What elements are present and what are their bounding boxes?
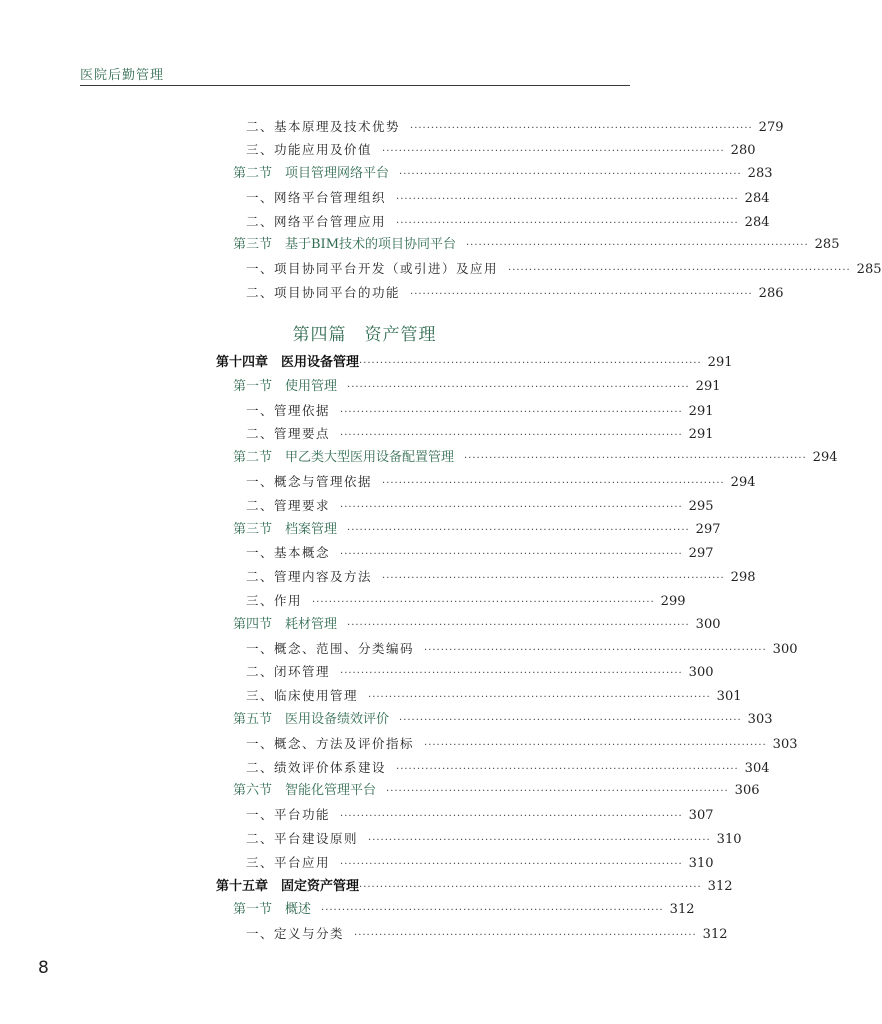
toc-entry-title: 三、临床使用管理 — [246, 688, 359, 704]
toc-entry-title: 第三节 基于BIM技术的项目协同平台 — [233, 237, 456, 252]
toc-entry-title: 一、概念、范围、分类编码 — [246, 640, 415, 656]
toc-entry-page: 291 — [688, 427, 714, 443]
toc-entry-title: 第十五章 固定资产管理 — [216, 878, 360, 894]
toc-entry-item[interactable] — [246, 567, 756, 587]
toc-entry-chapter[interactable] — [216, 877, 733, 897]
toc-entry-page: 297 — [688, 546, 714, 562]
toc-entry-title: 二、基本原理及技术优势 — [246, 119, 401, 134]
toc-entry-title: 第三节 档案管理 — [233, 521, 338, 537]
toc-entry-item[interactable] — [246, 424, 714, 444]
toc-entry-title: 第一节 使用管理 — [233, 378, 338, 394]
toc-entry-item[interactable] — [246, 924, 728, 944]
dot-leader: ·················································································· — [382, 573, 725, 585]
toc-entry-item[interactable] — [246, 401, 714, 421]
toc-entry-page: 300 — [772, 641, 798, 657]
toc-entry-page: 303 — [772, 736, 798, 752]
dot-leader: ·················································································· — [508, 265, 851, 276]
toc-entry-page: 300 — [688, 665, 714, 681]
toc-entry-page: 284 — [744, 215, 770, 230]
toc-entry-page: 280 — [730, 143, 756, 158]
toc-entry-section[interactable] — [233, 377, 721, 397]
dot-leader: ·················································································· — [396, 218, 739, 229]
toc-entry-title: 一、概念、方法及评价指标 — [246, 735, 415, 751]
dot-leader: ·················································································· — [340, 406, 683, 418]
dot-leader: ·················································································· — [424, 739, 767, 751]
toc-entry-page: 294 — [730, 475, 756, 490]
toc-entry-section[interactable] — [233, 520, 721, 540]
toc-entry-page: 310 — [688, 855, 714, 871]
toc-entry-page: 285 — [856, 262, 882, 277]
toc-entry-page: 312 — [707, 878, 733, 894]
toc-entry-title: 二、管理内容及方法 — [246, 569, 373, 585]
toc-entry-item[interactable] — [246, 543, 714, 563]
dot-leader: ·················································································· — [359, 881, 702, 893]
toc-entry-title: 二、管理要求 — [246, 497, 331, 513]
toc-entry-item[interactable] — [246, 805, 714, 825]
toc-entry-section[interactable] — [233, 900, 695, 920]
toc-entry-item[interactable] — [246, 496, 714, 516]
running-head-title: 医院后勤管理 — [80, 68, 165, 83]
toc-entry-title: 一、网络平台管理组织 — [246, 190, 387, 205]
dot-leader: ·················································································· — [347, 381, 690, 393]
dot-leader: ·················································································· — [399, 715, 742, 726]
dot-leader: ·················································································· — [354, 930, 697, 942]
dot-leader: ·················································································· — [347, 619, 690, 631]
toc-entry-section[interactable] — [233, 164, 773, 184]
dot-leader: ·················································································· — [368, 835, 711, 846]
toc-entry-title: 三、作用 — [246, 593, 303, 608]
part-heading: 第四篇 资产管理 — [292, 325, 437, 345]
toc-entry-title: 一、平台功能 — [246, 807, 331, 823]
toc-entry-item[interactable] — [246, 283, 784, 303]
dot-leader: ·················································································· — [386, 786, 729, 798]
dot-leader: ·················································································· — [399, 169, 742, 180]
dot-leader: ·················································································· — [340, 811, 683, 823]
toc-entry-page: 299 — [660, 594, 686, 609]
toc-entry-section[interactable] — [233, 615, 721, 635]
toc-entry-item[interactable] — [246, 212, 770, 232]
toc-entry-title: 三、平台应用 — [246, 854, 331, 870]
toc-entry-page: 291 — [688, 403, 714, 419]
dot-leader: ·················································································· — [347, 524, 690, 536]
toc-entry-item[interactable] — [246, 117, 784, 137]
toc-entry-title: 第六节 智能化管理平台 — [233, 783, 377, 799]
toc-entry-page: 295 — [688, 498, 714, 514]
toc-entry-section[interactable] — [233, 448, 838, 468]
toc-entry-title: 二、管理要点 — [246, 426, 331, 442]
toc-entry-item[interactable] — [246, 472, 756, 492]
toc-entry-title: 第二节 甲乙类大型医用设备配置管理 — [233, 450, 455, 466]
toc-entry-page: 285 — [814, 237, 840, 252]
toc-entry-title: 一、概念与管理依据 — [246, 474, 373, 489]
toc-entry-page: 304 — [744, 760, 770, 776]
dot-leader: ·················································································· — [410, 123, 753, 134]
toc-entry-page: 286 — [758, 286, 784, 301]
toc-entry-title: 一、管理依据 — [246, 402, 331, 418]
toc-entry-page: 279 — [758, 120, 784, 135]
toc-entry-title: 一、项目协同平台开发（或引进）及应用 — [246, 261, 499, 276]
toc-entry-page: 306 — [734, 783, 760, 799]
dot-leader: ·················································································· — [382, 478, 725, 489]
toc-entry-page: 283 — [747, 166, 773, 181]
toc-entry-chapter[interactable] — [216, 353, 733, 373]
dot-leader: ·················································································· — [396, 194, 739, 205]
toc-entry-title: 第十四章 医用设备管理 — [216, 355, 360, 370]
dot-leader: ·················································································· — [410, 289, 753, 300]
toc-entry-title: 第四节 耗材管理 — [233, 616, 338, 632]
toc-entry-item[interactable] — [246, 662, 714, 682]
toc-entry-page: 301 — [716, 689, 742, 705]
toc-entry-title: 二、闭环管理 — [246, 664, 331, 680]
toc-entry-page: 294 — [812, 450, 838, 466]
toc-entry-item[interactable] — [246, 591, 686, 611]
dot-leader: ·················································································· — [466, 240, 809, 251]
toc-entry-title: 第一节 概述 — [233, 902, 312, 918]
dot-leader: ·················································································· — [396, 763, 739, 775]
toc-entry-page: 312 — [669, 902, 695, 918]
toc-entry-page: 284 — [744, 191, 770, 206]
toc-entry-item[interactable] — [246, 829, 742, 849]
toc-entry-page: 310 — [716, 832, 742, 847]
toc-entry-item[interactable] — [246, 188, 770, 208]
page-number: 8 — [38, 958, 49, 978]
toc-entry-item[interactable] — [246, 734, 798, 754]
dot-leader: ·················································································· — [340, 549, 683, 561]
toc-entry-title: 一、定义与分类 — [246, 926, 345, 942]
dot-leader: ·················································································· — [359, 358, 702, 369]
toc-entry-page: 291 — [695, 378, 721, 394]
toc-entry-page: 297 — [695, 521, 721, 537]
toc-entry-item[interactable] — [246, 686, 742, 706]
dot-leader: ·················································································· — [340, 501, 683, 513]
dot-leader: ·················································································· — [312, 597, 655, 608]
toc-entry-item[interactable] — [246, 259, 882, 279]
toc-entry-item[interactable] — [246, 853, 714, 873]
toc-entry-item[interactable] — [246, 758, 770, 778]
dot-leader: ·················································································· — [321, 905, 664, 917]
toc-entry-page: 312 — [702, 927, 728, 943]
toc-entry-title: 二、网络平台管理应用 — [246, 214, 387, 229]
toc-entry-title: 三、功能应用及价值 — [246, 142, 373, 157]
toc-entry-title: 二、平台建设原则 — [246, 831, 359, 846]
toc-entry-title: 二、项目协同平台的功能 — [246, 285, 401, 300]
dot-leader: ·················································································· — [340, 668, 683, 680]
toc-entry-title: 二、绩效评价体系建设 — [246, 759, 387, 775]
toc-entry-page: 298 — [730, 570, 756, 586]
toc-entry-section[interactable] — [233, 235, 840, 255]
toc-entry-page: 291 — [707, 355, 733, 370]
toc-entry-section[interactable] — [233, 781, 760, 801]
toc-entry-title: 第五节 医用设备绩效评价 — [233, 712, 390, 727]
toc-entry-item[interactable] — [246, 639, 798, 659]
toc-entry-section[interactable] — [233, 710, 773, 730]
dot-leader: ·················································································· — [464, 453, 807, 465]
toc-entry-title: 一、基本概念 — [246, 545, 331, 561]
dot-leader: ·················································································· — [340, 858, 683, 870]
toc-entry-page: 307 — [688, 808, 714, 824]
toc-entry-item[interactable] — [246, 140, 756, 160]
toc-entry-title: 第二节 项目管理网络平台 — [233, 166, 390, 181]
dot-leader: ·················································································· — [382, 146, 725, 157]
toc-entry-page: 303 — [747, 712, 773, 727]
dot-leader: ·················································································· — [424, 644, 767, 656]
toc-entry-page: 300 — [695, 616, 721, 632]
dot-leader: ·················································································· — [340, 430, 683, 442]
dot-leader: ·················································································· — [368, 692, 711, 704]
